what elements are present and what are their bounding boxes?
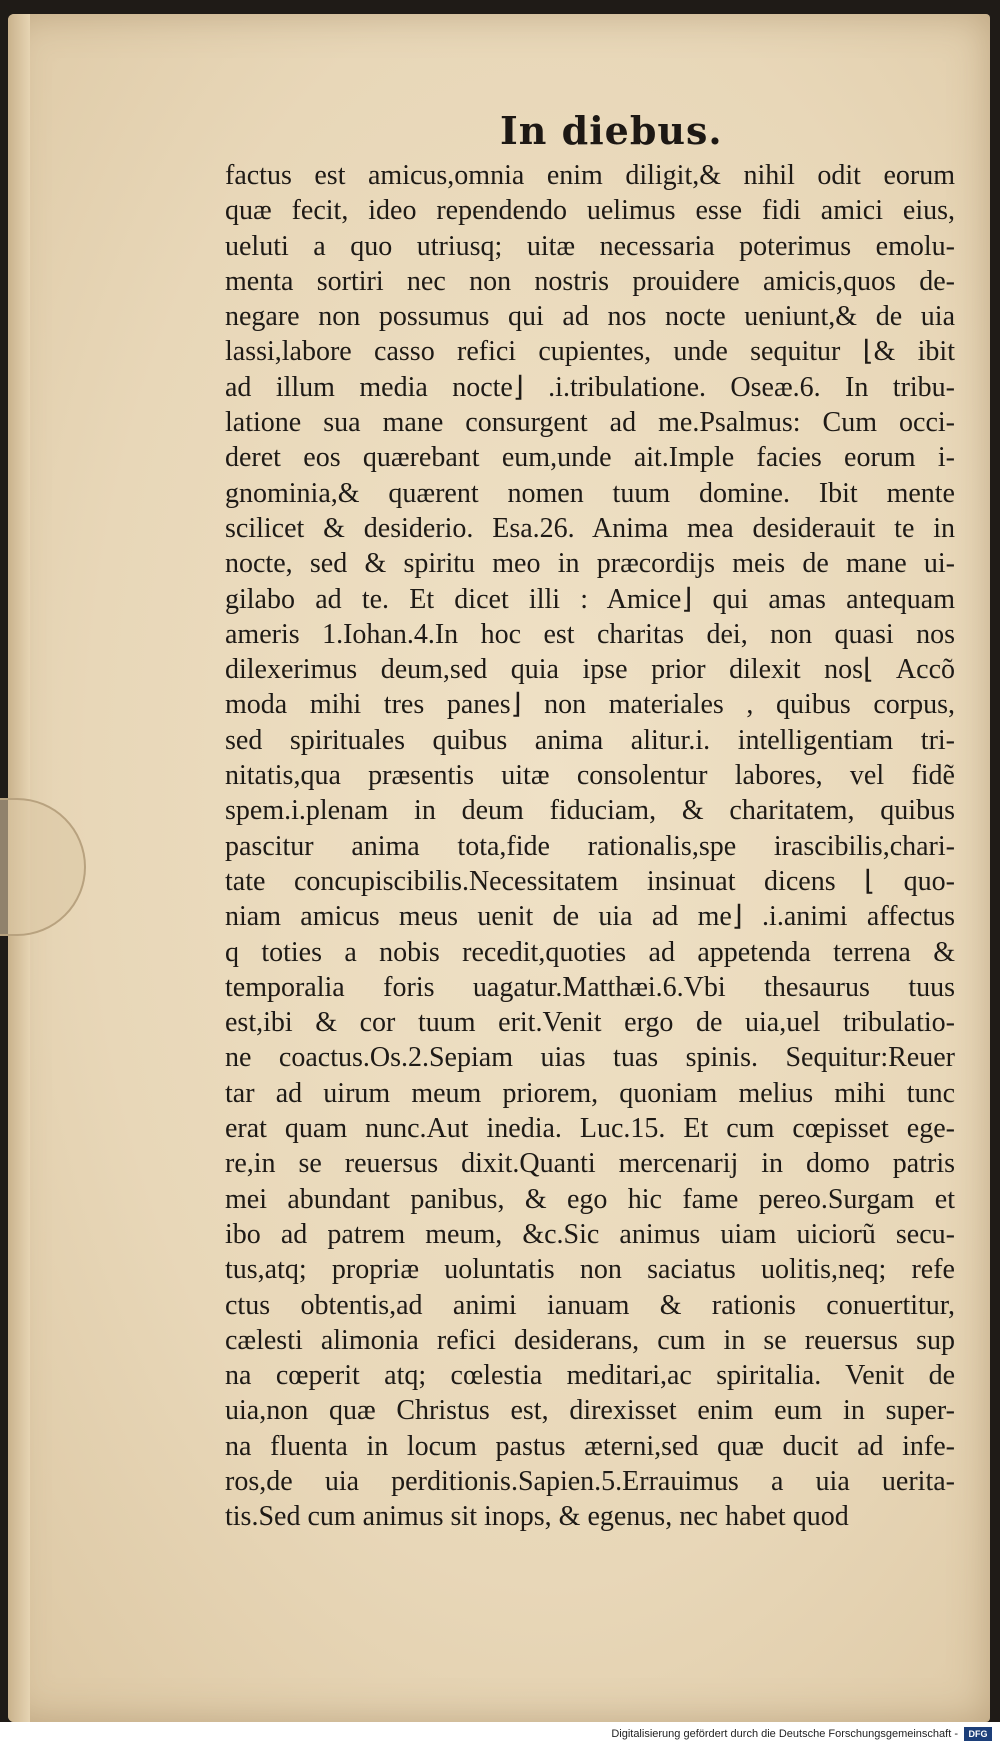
text-line: na fluenta in locum pastus æterni,sed quæ ducit ad infe- [225, 1430, 955, 1462]
text-line: tus,atq; propriæ uoluntatis non saciatus uolitis,neq; refe [225, 1254, 955, 1286]
text-line: pascitur anima tota,fide rationalis,spe irascibilis,chari- [225, 830, 955, 862]
text-line: negare non possumus qui ad nos nocte ueniunt,& de uia [225, 301, 955, 333]
text-line: tis.Sed cum animus sit inops, & egenus, nec habet quod [225, 1501, 849, 1533]
text-line: menta sortiri nec non nostris prouidere amicis,quos de- [225, 265, 955, 297]
text-line: temporalia foris uagatur.Matthæi.6.Vbi thesaurus tuus [225, 971, 955, 1003]
text-line: niam amicus meus uenit de uia ad me⌋ .i.animi affectus [225, 901, 955, 933]
text-line: sed spirituales quibus anima alitur.i. intelligentiam tri- [225, 724, 955, 756]
text-line: lassi,labore casso refici cupientes, unde sequitur ⌊& ibit [225, 336, 955, 368]
text-line: quæ fecit, ideo rependendo uelimus esse fidi amici eius, [225, 195, 955, 227]
text-line: scilicet & desiderio. Esa.26. Anima mea desiderauit te in [225, 512, 955, 544]
text-line: latione sua mane consurgent ad me.Psalmus: Cum occi- [225, 407, 955, 439]
text-line: spem.i.plenam in deum fiduciam, & charitatem, quibus [225, 795, 955, 827]
text-line: na cœperit atq; cœlestia meditari,ac spiritalia. Venit de [225, 1360, 955, 1392]
text-line: erat quam nunc.Aut inedia. Luc.15. Et cum cœpisset ege- [225, 1113, 955, 1145]
text-line: uia,non quæ Christus est, direxisset enim eum in super- [225, 1395, 955, 1427]
text-line: ne coactus.Os.2.Sepiam uias tuas spinis. Sequitur:Reuer [225, 1042, 955, 1074]
text-line: est,ibi & cor tuum erit.Venit ergo de uia,uel tribulatio- [225, 1007, 955, 1039]
text-line: tar ad uirum meum priorem, quoniam melius mihi tunc [225, 1077, 955, 1109]
text-line: deret eos quærebant eum,unde ait.Imple facies eorum i- [225, 442, 955, 474]
running-head: In diebus. [500, 108, 723, 153]
text-line: ros,de uia perditionis.Sapien.5.Errauimus a uia ueritа- [225, 1465, 955, 1497]
text-line: moda mihi tres panes⌋ non materiales , quibus corpus, [225, 689, 955, 721]
text-line: cælesti alimonia refici desiderans, cum in se reuersus sup [225, 1324, 955, 1356]
text-line: ctus obtentis,ad animi ianuam & rationis conuertitur, [225, 1289, 955, 1321]
text-line: tate concupiscibilis.Necessitatem insinuat dicens ⌊ quo- [225, 865, 955, 897]
text-line: ameris 1.Iohan.4.In hoc est charitas dei, non quasi nos [225, 618, 955, 650]
text-line: q toties a nobis recedit,quoties ad appetenda terrena & [225, 936, 955, 968]
text-line: factus est amicus,omnia enim diligit,& nihil odit eorum [225, 160, 955, 191]
text-line: mei abundant panibus, & ego hic fame pereo.Surgam et [225, 1183, 955, 1215]
text-line: dilexerimus deum,sed quia ipse prior dilexit nos⌊ Accõ [225, 654, 955, 686]
footer-credit: Digitalisierung gefördert durch die Deutsche Forschungsgemeinschaft - [611, 1728, 958, 1740]
text-line: gnominia,& quærent nomen tuum domine. Ibit mente [225, 477, 955, 509]
text-line: ibo ad patrem meum, &c.Sic animus uiam uiciorũ secu- [225, 1218, 955, 1250]
text-line: ad illum media nocte⌋ .i.tribulatione. Oseæ.6. In tribu- [225, 371, 955, 403]
text-line: gilabo ad te. Et dicet illi : Amice⌋ qui amas antequam [225, 583, 955, 615]
body-text [225, 158, 955, 1535]
text-line: re,in se reuersus dixit.Quanti mercenarij in domo patris [225, 1148, 955, 1180]
text-line: nitatis,qua præsentis uitæ consolentur labores, vel fidẽ [225, 760, 955, 792]
text-line: ueluti a quo utriusq; uitæ necessaria poterimus emolu- [225, 230, 955, 262]
dfg-logo: DFG [964, 1727, 992, 1741]
text-line: nocte, sed & spiritu meo in præcordijs meis de mane ui- [225, 548, 955, 580]
